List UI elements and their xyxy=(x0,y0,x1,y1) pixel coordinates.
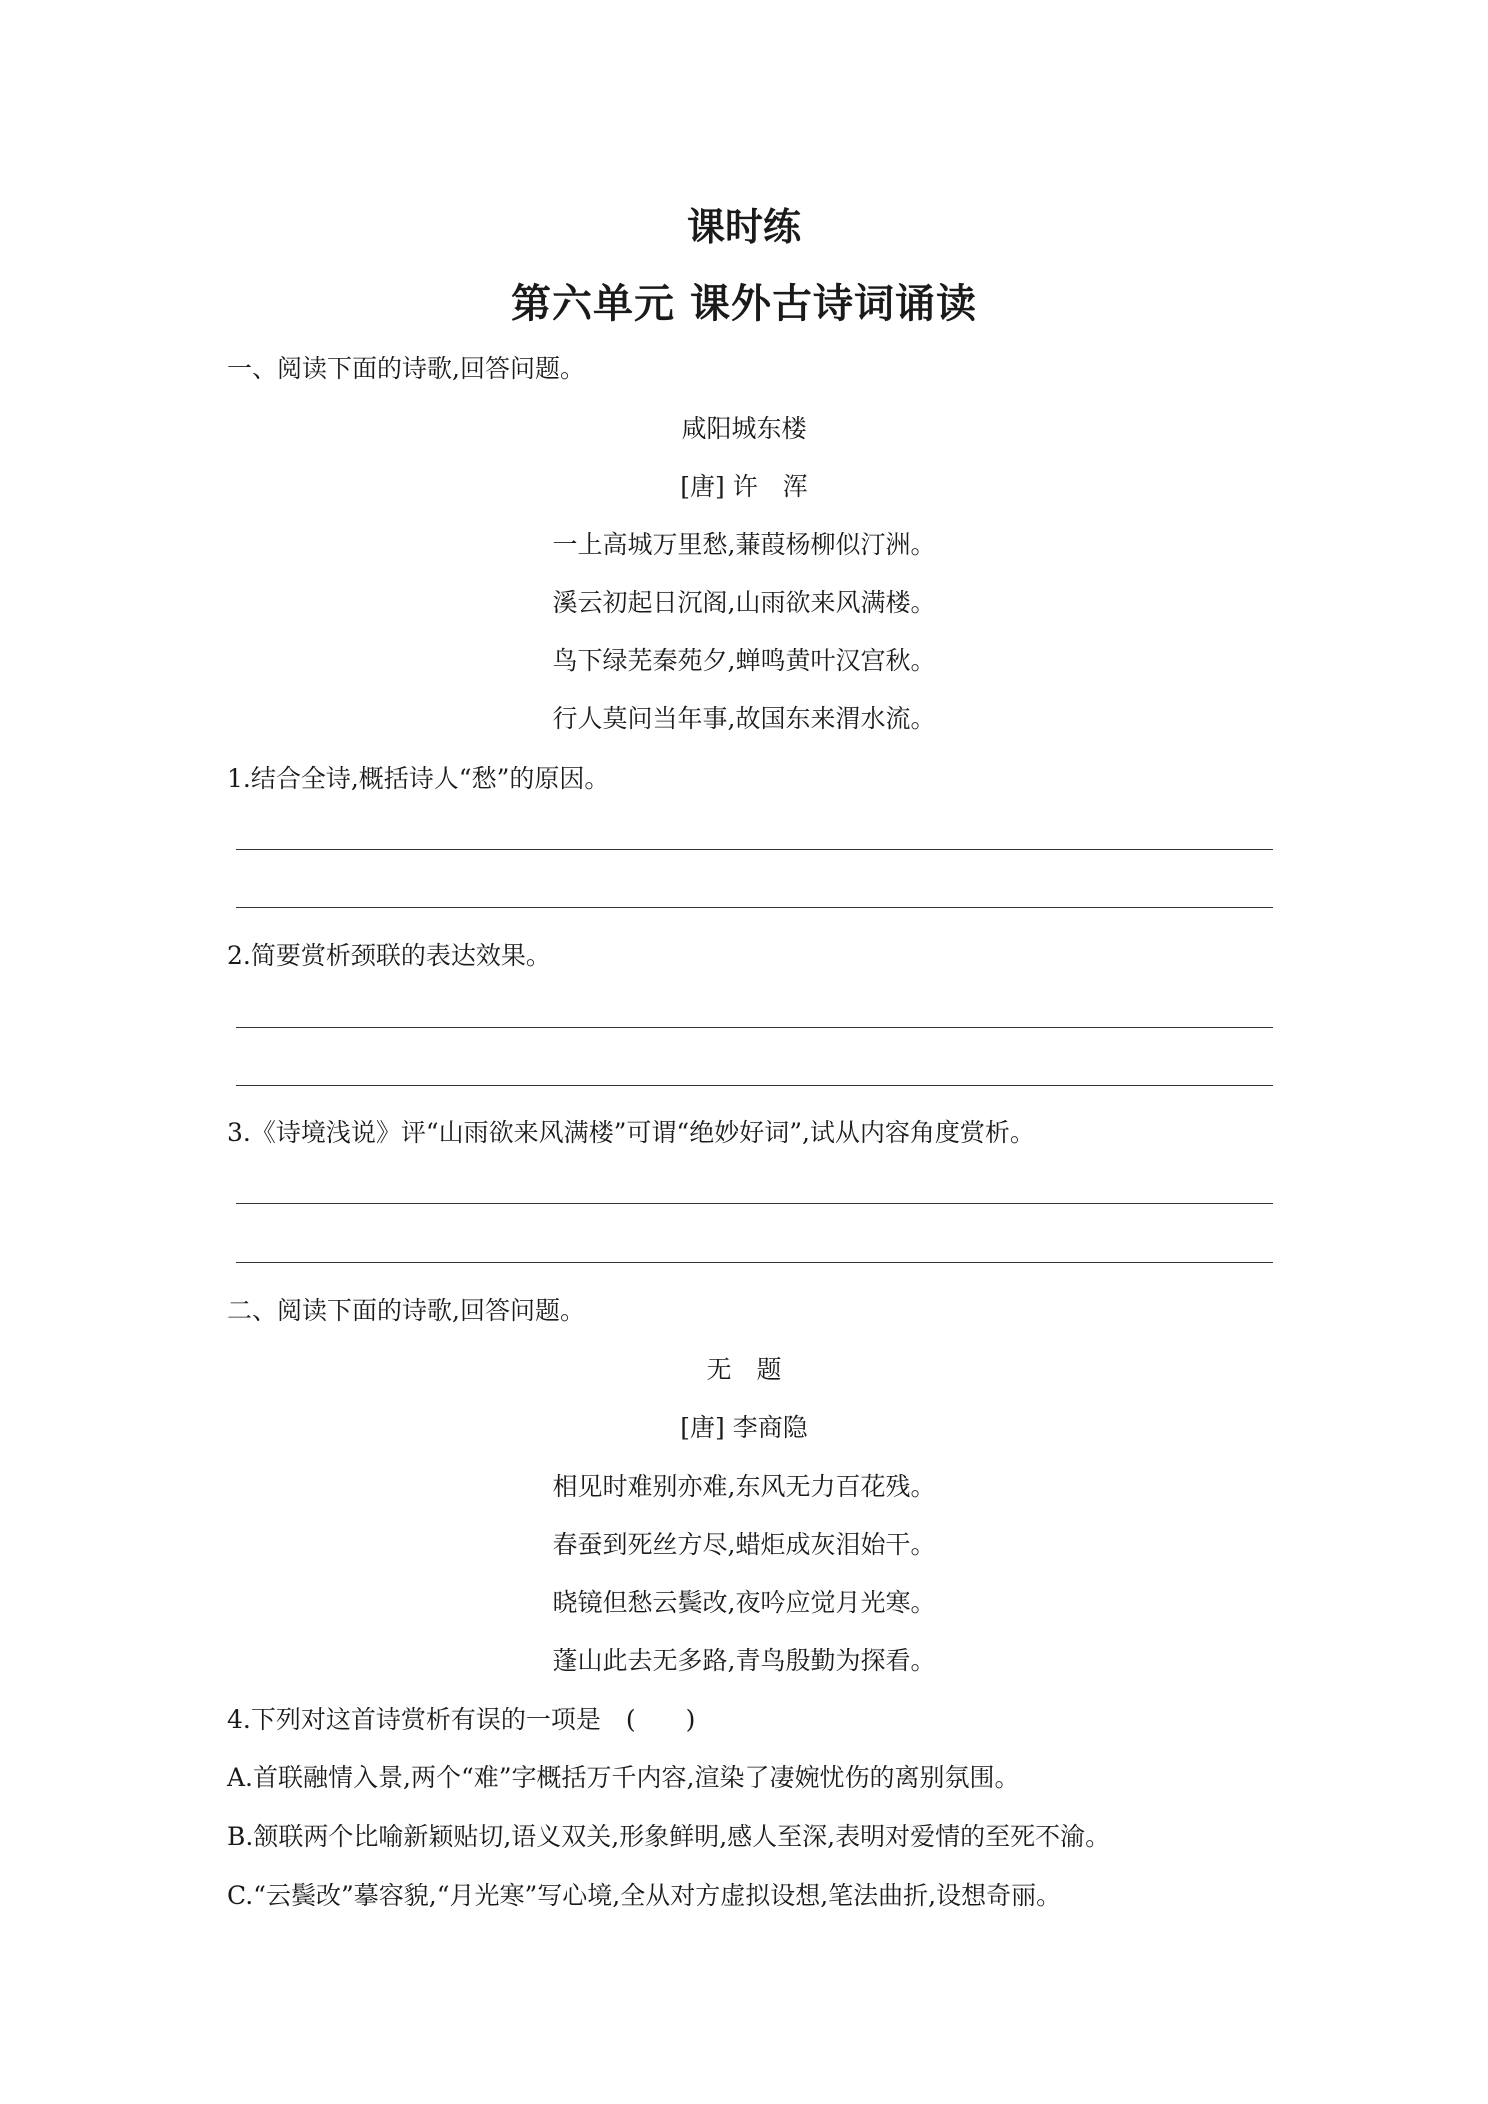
poem-line: 行人莫问当年事,故国东来渭水流。 xyxy=(552,704,936,733)
answer-line[interactable] xyxy=(236,1085,1273,1086)
section-heading: 二、阅读下面的诗歌,回答问题。 xyxy=(227,1296,585,1325)
answer-line[interactable] xyxy=(236,849,1273,850)
answer-line[interactable] xyxy=(236,1203,1273,1204)
question: 4.下列对这首诗赏析有误的一项是 ( ) xyxy=(227,1705,696,1734)
poem-line: 溪云初起日沉阁,山雨欲来风满楼。 xyxy=(552,588,936,617)
section-heading: 一、阅读下面的诗歌,回答问题。 xyxy=(227,354,585,383)
question: 3.《诗境浅说》评“山雨欲来风满楼”可谓“绝妙好词”,试从内容角度赏析。 xyxy=(227,1118,1035,1147)
question: 2.简要赏析颈联的表达效果。 xyxy=(227,941,551,970)
poem-line: 蓬山此去无多路,青鸟殷勤为探看。 xyxy=(552,1646,936,1675)
poem-author: [唐] 李商隐 xyxy=(680,1413,808,1442)
poem-line: 春蚕到死丝方尽,蜡炬成灰泪始干。 xyxy=(552,1530,936,1559)
answer-option: C.“云鬓改”摹容貌,“月光寒”写心境,全从对方虚拟设想,笔法曲折,设想奇丽。 xyxy=(227,1881,1062,1910)
poem-line: 晓镜但愁云鬓改,夜吟应觉月光寒。 xyxy=(552,1588,936,1617)
poem-line: 相见时难别亦难,东风无力百花残。 xyxy=(552,1472,936,1501)
poem-line: 鸟下绿芜秦苑夕,蝉鸣黄叶汉宫秋。 xyxy=(552,646,936,675)
answer-line[interactable] xyxy=(236,1027,1273,1028)
poem-line: 一上高城万里愁,蒹葭杨柳似汀洲。 xyxy=(552,530,936,559)
answer-option: A.首联融情入景,两个“难”字概括万千内容,渲染了凄婉忧伤的离别氛围。 xyxy=(227,1763,1020,1792)
poem-author: [唐] 许 浑 xyxy=(680,472,808,501)
poem-title: 无 题 xyxy=(706,1355,782,1384)
question: 1.结合全诗,概括诗人“愁”的原因。 xyxy=(227,764,610,793)
answer-line[interactable] xyxy=(236,907,1273,908)
page-subtitle: 第六单元 课外古诗词诵读 xyxy=(511,281,977,327)
page-title: 课时练 xyxy=(686,205,801,249)
answer-line[interactable] xyxy=(236,1262,1273,1263)
poem-title: 咸阳城东楼 xyxy=(681,414,807,443)
answer-option: B.颔联两个比喻新颖贴切,语义双关,形象鲜明,感人至深,表明对爱情的至死不渝。 xyxy=(227,1822,1111,1851)
